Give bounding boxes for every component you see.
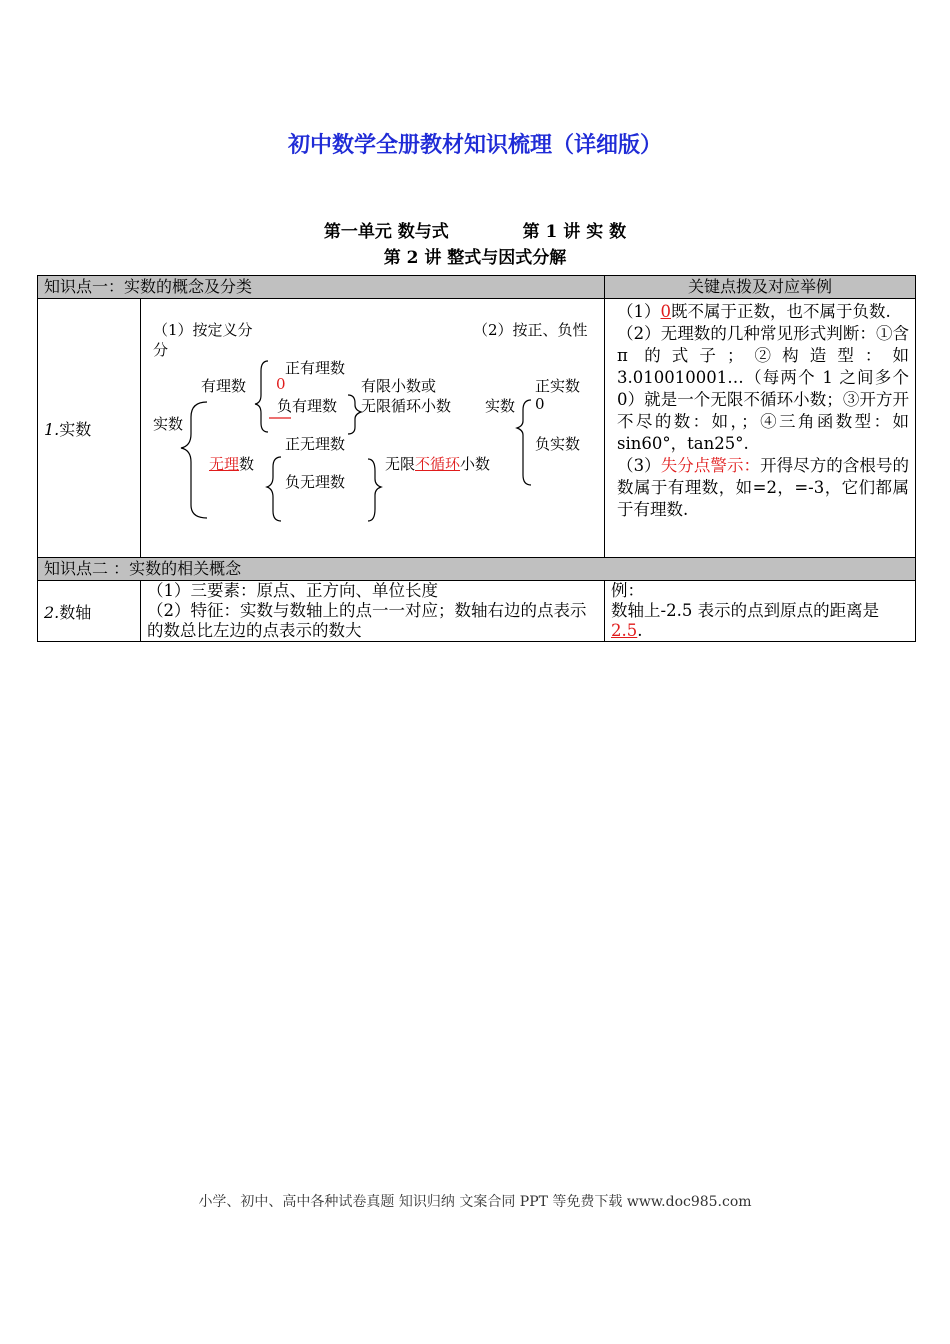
unit-heading xyxy=(0,217,950,242)
section2-header: 知识点二 ：实数的相关概念 xyxy=(38,558,916,581)
nonrepeat-decimal-node: 无限不循环小数 xyxy=(385,455,491,473)
tip-zero: （1）0既不属于正数，也不属于负数. xyxy=(617,302,891,321)
lecture2-title: 第 2 讲 整式与因式分解 xyxy=(383,248,567,268)
section1-header-row xyxy=(38,276,916,299)
positive-irrational-node: 正无理数 xyxy=(285,435,346,453)
negative-real-node: 负实数 xyxy=(535,435,581,453)
negative-rational-node: 负有理数 xyxy=(277,397,338,415)
tip-irrational-forms: （2）无理数的几种常见形式判断：①含 π 的式子；②构造型：如 3.010010001…（每两个 1 之间多个 0）就是一个无限不循环小数；③开方开不尽的数：如，；④三角函数型：如 sin60°，tan25°. xyxy=(617,324,910,453)
example-label: 例： xyxy=(611,581,645,600)
by-definition-label: （1）按定义分 xyxy=(153,321,253,339)
rational-node: 有理数 xyxy=(201,377,247,395)
brace-decimal xyxy=(348,395,361,434)
by-sign-label: （2）按正、负性 xyxy=(473,321,588,339)
brace-real-sign xyxy=(517,400,531,485)
real-number-row xyxy=(38,299,916,558)
irrational-node: 无理数 xyxy=(209,455,255,473)
key-points-cell xyxy=(605,299,916,558)
classification-diagram xyxy=(141,299,605,558)
real-by-sign-node: 实数 xyxy=(485,397,516,415)
zero-node: 0 xyxy=(276,375,286,393)
axis-elements: （1）三要素：原点、正方向、单位长度 xyxy=(147,581,438,600)
knowledge-table xyxy=(37,275,916,642)
row-label-axis: 2.数轴 xyxy=(38,581,141,642)
finite-decimal-node: 有限小数或 xyxy=(361,377,437,395)
footer: 小学、初中、高中各种试卷真题 知识归纳 文案合同 PPT 等免费下载 www.doc985.com xyxy=(198,1194,752,1210)
lecture1-title: 第 1 讲 实 数 xyxy=(522,222,627,242)
axis-properties xyxy=(141,581,605,642)
section2-header-row xyxy=(38,558,916,581)
brace-nonrepeat xyxy=(368,459,381,521)
repeating-decimal-node: 无限循环小数 xyxy=(361,397,452,415)
number-axis-row xyxy=(38,581,916,642)
by-definition-cont: 分 xyxy=(153,341,169,359)
real-number-node: 实数 xyxy=(153,415,184,433)
zero-real-node: 0 xyxy=(535,395,545,413)
example-answer: 2.5 xyxy=(611,621,638,640)
unit-title: 第一单元 数与式 xyxy=(323,222,449,242)
positive-real-node: 正实数 xyxy=(535,377,581,395)
tip-warning: （3）失分点警示：开得尽方的含根号的数属于有理数，如=2，=-3，它们都属于有理数. xyxy=(617,456,910,519)
brace-irrational xyxy=(267,457,281,521)
example-text: 数轴上-2.5 表示的点到原点的距离是2.5. xyxy=(611,601,880,640)
tips-header: 关键点拨及对应举例 xyxy=(605,276,916,299)
brace-real xyxy=(181,402,207,518)
positive-rational-node: 正有理数 xyxy=(285,359,346,377)
axis-example xyxy=(605,581,916,642)
section1-header: 知识点一：实数的概念及分类 xyxy=(38,276,605,299)
brace-rational xyxy=(255,361,268,432)
document-title: 初中数学全册教材知识梳理（详细版） xyxy=(287,133,662,158)
axis-features: （2）特征：实数与数轴上的点一一对应；数轴右边的点表示的数总比左边的点表示的数大 xyxy=(147,601,587,640)
negative-irrational-node: 负无理数 xyxy=(285,473,346,491)
row-label-real: 1.实数 xyxy=(38,299,141,558)
